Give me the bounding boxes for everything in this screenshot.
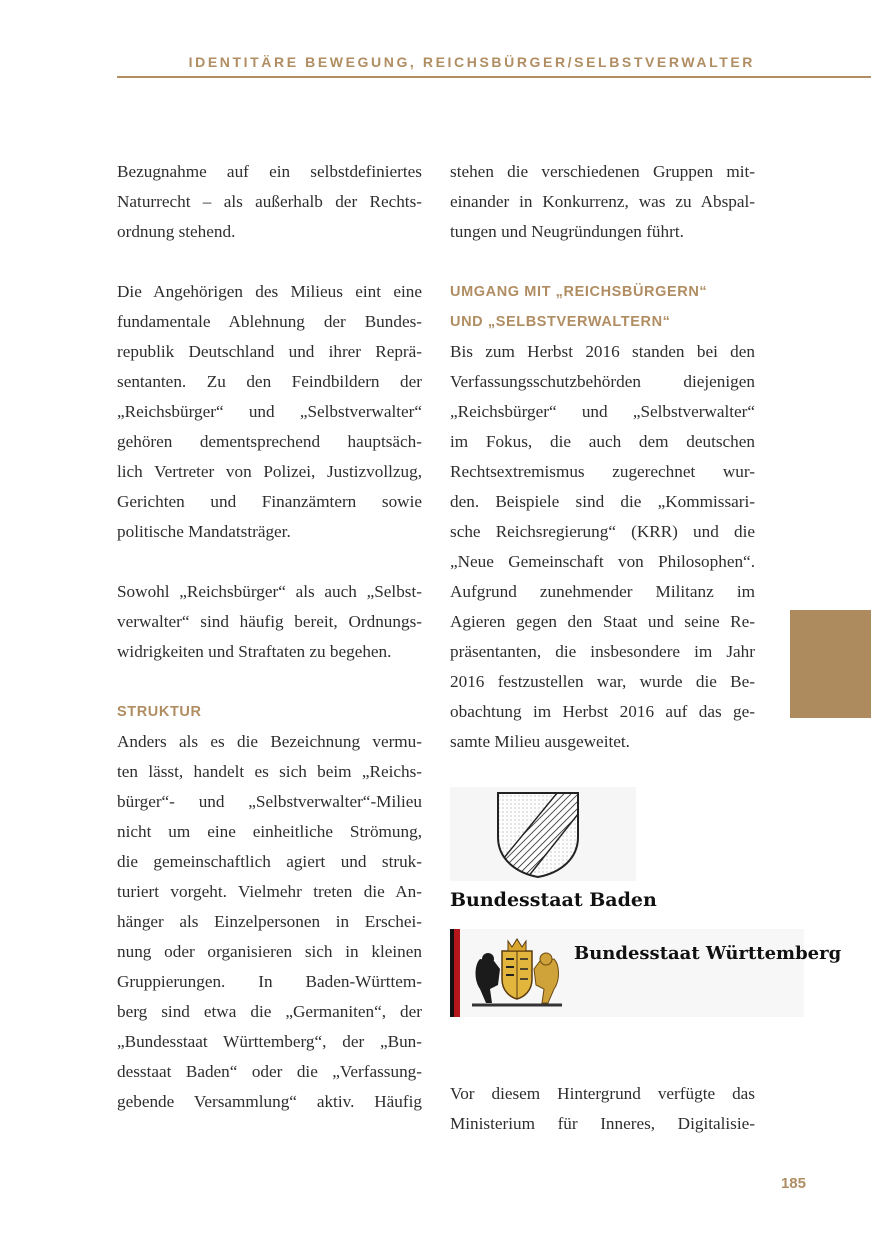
text-line: ten lässt, handelt es sich beim „Reichs-	[117, 762, 422, 781]
text-line: Aufgrund zunehmender Militanz im	[450, 582, 755, 601]
left-paragraph-3	[117, 577, 422, 667]
text-line: „Neue Gemeinschaft von Philosophen“.	[450, 552, 755, 571]
text-line: stehen die verschiedenen Gruppen mit-	[450, 162, 755, 181]
heading-line: UMGANG MIT „REICHSBÜRGERN“	[450, 284, 708, 300]
text-line: gebende Versammlung“ aktiv. Häufig	[117, 1092, 422, 1111]
text-line: Ministerium für Inneres, Digitalisie-	[450, 1114, 755, 1133]
text-line: Gruppierungen. In Baden-Württem-	[117, 972, 422, 991]
text-line: Die Angehörigen des Milieus eint eine	[117, 282, 422, 301]
text-line: „Reichsbürger“ und „Selbstverwalter“	[450, 402, 755, 421]
text-line: Bezugnahme auf ein selbstdefiniertes	[117, 162, 422, 181]
right-paragraph-2	[450, 337, 755, 757]
text-line: Vor diesem Hintergrund verfügte das	[450, 1084, 755, 1103]
text-line: Gerichten und Finanzämtern sowie	[117, 492, 422, 511]
header-rule	[117, 76, 871, 78]
text-line: den. Beispiele sind die „Kommissari-	[450, 492, 755, 511]
text-line: obachtung im Herbst 2016 auf das ge-	[450, 702, 755, 721]
text-line: nicht um eine einheitliche Strömung,	[117, 822, 422, 841]
baden-shield-icon	[450, 787, 636, 881]
text-line: sentanten. Zu den Feindbildern der	[117, 372, 422, 391]
text-line: nung oder organisieren sich in kleinen	[117, 942, 422, 961]
text-line: Verfassungsschutzbehörden diejenigen	[450, 372, 755, 391]
left-paragraph-2	[117, 277, 422, 547]
text-line: sche Reichsregierung“ (KRR) und die	[450, 522, 755, 541]
text-line: turiert vorgeht. Vielmehr treten die An-	[117, 882, 422, 901]
text-line: „Reichsbürger“ und „Selbstverwalter“	[117, 402, 422, 421]
text-line: Agieren gegen den Staat und seine Re-	[450, 612, 755, 631]
text-line: samte Milieu ausgeweitet.	[450, 732, 630, 751]
text-line: im Fokus, die auch dem deutschen	[450, 432, 755, 451]
text-line: Naturrecht – als außerhalb der Rechts-	[117, 192, 422, 211]
running-header: IDENTITÄRE BEWEGUNG, REICHSBÜRGER/SELBSTVERWALTER	[188, 54, 755, 70]
text-line: die gemeinschaftlich agiert und struk-	[117, 852, 422, 871]
text-line: lich Vertreter von Polizei, Justizvollzug,	[117, 462, 422, 481]
wuerttemberg-coat-of-arms-icon	[450, 929, 570, 1017]
section-heading-umgang	[450, 277, 755, 337]
text-line: Rechtsextremismus zugerechnet wur-	[450, 462, 755, 481]
text-line: bürger“- und „Selbstverwalter“-Milieu	[117, 792, 422, 811]
emblem-figures	[450, 787, 842, 1049]
text-line: tungen und Neugründungen führt.	[450, 222, 684, 241]
text-line: Bis zum Herbst 2016 standen bei den	[450, 342, 755, 361]
text-line: Sowohl „Reichsbürger“ als auch „Selbst-	[117, 582, 422, 601]
baden-label: Bundesstaat Baden	[450, 889, 657, 911]
right-column	[450, 157, 842, 1139]
text-line: widrigkeiten und Straftaten zu begehen.	[117, 642, 392, 661]
right-paragraph-3	[450, 1079, 755, 1139]
chapter-tab-marker	[790, 610, 871, 718]
text-line: gehören dementsprechend hauptsäch-	[117, 432, 422, 451]
text-line: präsentanten, die insbesondere im Jahr	[450, 642, 755, 661]
heading-line: UND „SELBSTVERWALTERN“	[450, 314, 671, 330]
text-line: republik Deutschland und ihrer Reprä-	[117, 342, 422, 361]
left-column	[117, 157, 422, 1117]
text-line: fundamentale Ablehnung der Bundes-	[117, 312, 422, 331]
text-line: „Bundesstaat Württemberg“, der „Bun-	[117, 1032, 422, 1051]
section-heading-struktur: STRUKTUR	[117, 704, 202, 720]
text-line: politische Mandatsträger.	[117, 522, 291, 541]
right-paragraph-1	[450, 157, 755, 247]
wuerttemberg-label: Bundesstaat Württemberg	[574, 943, 842, 964]
text-line: verwalter“ sind häufig bereit, Ordnungs-	[117, 612, 422, 631]
left-paragraph-4	[117, 727, 422, 1117]
text-line: berg sind etwa die „Germaniten“, der	[117, 1002, 422, 1021]
emblem-bundesstaat-baden	[450, 787, 657, 915]
text-line: ordnung stehend.	[117, 222, 236, 241]
text-line: 2016 festzustellen war, wurde die Be-	[450, 672, 755, 691]
text-line: hänger als Einzelpersonen in Erschei-	[117, 912, 422, 931]
text-line: Anders als es die Bezeichnung vermu-	[117, 732, 422, 751]
left-paragraph-1	[117, 157, 422, 247]
page-number: 185	[780, 1175, 806, 1192]
text-line: desstaat Baden“ oder die „Verfassung-	[117, 1062, 422, 1081]
emblem-bundesstaat-wuerttemberg	[450, 929, 842, 1017]
text-line: einander in Konkurrenz, was zu Abspal-	[450, 192, 755, 211]
